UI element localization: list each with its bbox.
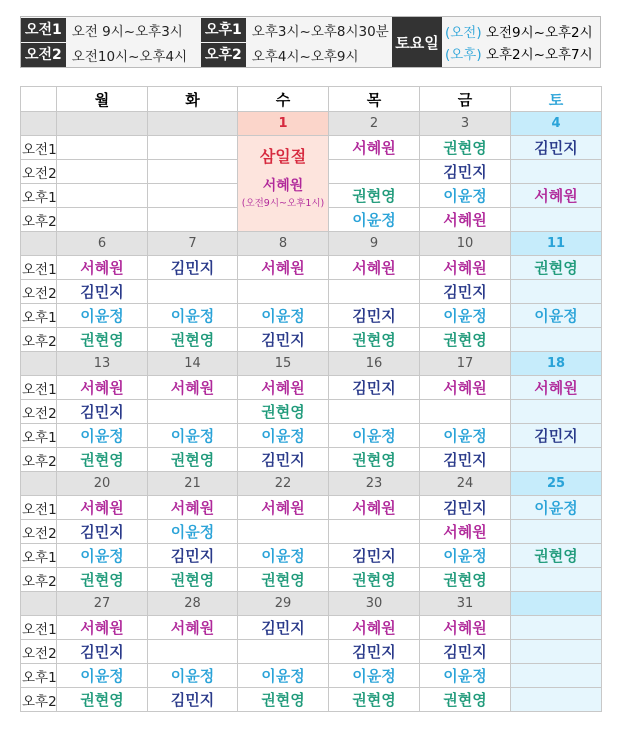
date-number: 2 xyxy=(329,112,420,136)
shift-cell: 김민지 xyxy=(238,448,329,472)
shift-cell: 권현영 xyxy=(238,400,329,424)
shift-cell xyxy=(329,400,420,424)
date-row xyxy=(21,592,602,616)
shift-time: 오전10시~오후4시 xyxy=(71,49,188,65)
shift-cell: 서혜원 xyxy=(420,208,511,232)
shift-label: 오후1 xyxy=(21,184,57,208)
shift-row xyxy=(21,376,602,400)
shift-cell: 권현영 xyxy=(148,568,238,592)
shift-cell: 이윤정 xyxy=(148,424,238,448)
date-number: 3 xyxy=(420,112,511,136)
weekday-label: 월 xyxy=(57,87,148,112)
legend-item xyxy=(21,43,187,67)
shift-cell xyxy=(511,160,602,184)
shift-label: 오후2 xyxy=(21,328,57,352)
shift-cell: 김민지 xyxy=(57,520,148,544)
shift-cell: 김민지 xyxy=(238,616,329,640)
saturday-am-text: 오전9시~오후2시 xyxy=(485,25,593,41)
shift-cell: 서혜원 xyxy=(238,256,329,280)
shift-row xyxy=(21,328,602,352)
shift-cell: 김민지 xyxy=(148,256,238,280)
shift-cell: 권현영 xyxy=(420,328,511,352)
date-number: 31 xyxy=(420,592,511,616)
shift-label: 오후2 xyxy=(21,208,57,232)
date-number: 20 xyxy=(57,472,148,496)
shift-cell: 김민지 xyxy=(420,280,511,304)
date-number: 14 xyxy=(148,352,238,376)
shift-row xyxy=(21,256,602,280)
date-number: 8 xyxy=(238,232,329,256)
date-row-label xyxy=(21,112,57,136)
shift-time: 오전 9시~오후3시 xyxy=(71,24,183,40)
shift-cell: 서혜원 xyxy=(329,256,420,280)
shift-cell xyxy=(238,280,329,304)
weekday-label: 금 xyxy=(420,87,511,112)
shift-cell: 이윤정 xyxy=(238,304,329,328)
date-row-label xyxy=(21,232,57,256)
shift-row xyxy=(21,496,602,520)
date-number: 6 xyxy=(57,232,148,256)
shift-cell: 김민지 xyxy=(57,640,148,664)
shift-cell: 김민지 xyxy=(57,280,148,304)
shift-cell: 권현영 xyxy=(329,328,420,352)
shift-cell: 이윤정 xyxy=(420,184,511,208)
shift-cell: 권현영 xyxy=(57,568,148,592)
date-number: 4 xyxy=(511,112,602,136)
date-number: 16 xyxy=(329,352,420,376)
date-number: 13 xyxy=(57,352,148,376)
shift-cell: 이윤정 xyxy=(238,424,329,448)
shift-cell: 서혜원 xyxy=(57,376,148,400)
shift-cell: 권현영 xyxy=(329,688,420,712)
shift-label: 오전1 xyxy=(21,616,57,640)
shift-cell: 이윤정 xyxy=(238,664,329,688)
shift-label: 오전2 xyxy=(21,400,57,424)
shift-time: 오후3시~오후8시30분 xyxy=(251,24,389,40)
weekday-label: 수 xyxy=(238,87,329,112)
shift-cell: 김민지 xyxy=(148,688,238,712)
shift-label: 오후1 xyxy=(21,304,57,328)
date-number: 29 xyxy=(238,592,329,616)
shift-cell: 김민지 xyxy=(511,136,602,160)
shift-cell: 권현영 xyxy=(420,688,511,712)
shift-cell xyxy=(329,280,420,304)
shift-row xyxy=(21,664,602,688)
shift-tag: 오후2 xyxy=(201,43,246,67)
legend-item xyxy=(201,43,359,67)
shift-cell xyxy=(148,640,238,664)
date-number: 11 xyxy=(511,232,602,256)
shift-cell: 권현영 xyxy=(57,688,148,712)
shift-cell: 권현영 xyxy=(57,328,148,352)
shift-cell xyxy=(57,136,148,160)
shift-label: 오전1 xyxy=(21,136,57,160)
shift-row xyxy=(21,424,602,448)
holiday-note: (오전9시~오후1시) xyxy=(241,198,325,209)
shift-cell: 서혜원 xyxy=(148,496,238,520)
shift-cell xyxy=(511,520,602,544)
shift-row xyxy=(21,400,602,424)
shift-cell xyxy=(329,160,420,184)
holiday-name: 삼일절 xyxy=(259,147,307,166)
shift-cell: 김민지 xyxy=(329,640,420,664)
date-number: 24 xyxy=(420,472,511,496)
shift-cell xyxy=(511,400,602,424)
saturday-am-time xyxy=(445,21,593,41)
shift-cell: 권현영 xyxy=(329,568,420,592)
shift-label: 오후1 xyxy=(21,424,57,448)
date-number xyxy=(511,592,602,616)
holiday-person: 서혜원 xyxy=(262,178,304,194)
shift-cell: 김민지 xyxy=(148,544,238,568)
shift-cell xyxy=(511,688,602,712)
shift-cell: 서혜원 xyxy=(329,136,420,160)
shift-cell: 이윤정 xyxy=(329,208,420,232)
shift-cell: 권현영 xyxy=(148,328,238,352)
shift-cell: 서혜원 xyxy=(511,376,602,400)
shift-cell: 서혜원 xyxy=(57,256,148,280)
shift-cell: 권현영 xyxy=(329,184,420,208)
schedule-calendar xyxy=(20,86,602,712)
shift-cell xyxy=(511,616,602,640)
date-number: 21 xyxy=(148,472,238,496)
shift-cell: 이윤정 xyxy=(329,424,420,448)
saturday-tag: 토요일 xyxy=(392,17,442,67)
shift-cell: 권현영 xyxy=(57,448,148,472)
shift-cell: 이윤정 xyxy=(511,496,602,520)
shift-label: 오전2 xyxy=(21,160,57,184)
shift-label: 오후2 xyxy=(21,568,57,592)
shift-cell: 김민지 xyxy=(420,160,511,184)
shift-cell: 서혜원 xyxy=(420,256,511,280)
date-row xyxy=(21,232,602,256)
saturday-pm-time xyxy=(445,43,593,63)
shift-row xyxy=(21,136,602,160)
shift-cell: 이윤정 xyxy=(329,664,420,688)
shift-label: 오전1 xyxy=(21,376,57,400)
shift-cell: 김민지 xyxy=(57,400,148,424)
shift-cell: 이윤정 xyxy=(420,664,511,688)
shift-cell: 김민지 xyxy=(329,376,420,400)
shift-cell: 서혜원 xyxy=(420,520,511,544)
shift-cell: 서혜원 xyxy=(57,496,148,520)
shift-cell: 서혜원 xyxy=(57,616,148,640)
shift-cell xyxy=(148,208,238,232)
shift-label: 오후1 xyxy=(21,544,57,568)
shift-cell: 이윤정 xyxy=(148,664,238,688)
shift-cell: 권현영 xyxy=(420,568,511,592)
date-number: 10 xyxy=(420,232,511,256)
shift-cell: 서혜원 xyxy=(148,376,238,400)
weekday-label: 토 xyxy=(511,87,602,112)
shift-label: 오전1 xyxy=(21,256,57,280)
shift-row xyxy=(21,544,602,568)
date-number: 9 xyxy=(329,232,420,256)
shift-legend xyxy=(20,16,601,68)
shift-cell: 김민지 xyxy=(238,328,329,352)
shift-cell xyxy=(57,184,148,208)
shift-tag: 오전2 xyxy=(21,43,66,67)
shift-cell xyxy=(148,136,238,160)
date-number: 28 xyxy=(148,592,238,616)
date-number: 15 xyxy=(238,352,329,376)
shift-cell xyxy=(511,328,602,352)
shift-cell: 권현영 xyxy=(238,688,329,712)
shift-label: 오후1 xyxy=(21,664,57,688)
shift-row xyxy=(21,280,602,304)
shift-label: 오후2 xyxy=(21,448,57,472)
shift-cell xyxy=(148,280,238,304)
saturday-pm-label: (오후) xyxy=(445,47,482,63)
shift-cell: 이윤정 xyxy=(57,424,148,448)
shift-cell: 이윤정 xyxy=(57,304,148,328)
shift-cell: 김민지 xyxy=(420,448,511,472)
shift-cell xyxy=(57,208,148,232)
shift-cell: 서혜원 xyxy=(238,496,329,520)
weekday-label: 목 xyxy=(329,87,420,112)
shift-cell: 이윤정 xyxy=(420,304,511,328)
date-number: 7 xyxy=(148,232,238,256)
shift-cell xyxy=(511,280,602,304)
shift-cell: 권현영 xyxy=(420,136,511,160)
shift-cell xyxy=(148,184,238,208)
saturday-am-label: (오전) xyxy=(445,25,482,41)
shift-cell: 권현영 xyxy=(329,448,420,472)
shift-row xyxy=(21,568,602,592)
shift-cell: 서혜원 xyxy=(238,376,329,400)
shift-cell: 이윤정 xyxy=(148,520,238,544)
holiday-cell xyxy=(238,136,329,232)
date-number: 25 xyxy=(511,472,602,496)
shift-cell: 서혜원 xyxy=(511,184,602,208)
date-row-label xyxy=(21,472,57,496)
shift-label: 오전2 xyxy=(21,640,57,664)
shift-cell xyxy=(511,208,602,232)
shift-row xyxy=(21,688,602,712)
shift-label: 오전1 xyxy=(21,496,57,520)
shift-cell xyxy=(57,160,148,184)
date-row-label xyxy=(21,592,57,616)
shift-row xyxy=(21,640,602,664)
shift-cell: 이윤정 xyxy=(57,664,148,688)
shift-cell: 이윤정 xyxy=(148,304,238,328)
shift-row xyxy=(21,448,602,472)
shift-cell xyxy=(238,640,329,664)
shift-cell xyxy=(511,448,602,472)
shift-cell xyxy=(511,664,602,688)
date-number xyxy=(57,112,148,136)
legend-item xyxy=(21,18,183,42)
shift-cell xyxy=(238,520,329,544)
shift-cell: 이윤정 xyxy=(238,544,329,568)
weekday-label: 화 xyxy=(148,87,238,112)
date-row xyxy=(21,112,602,136)
saturday-pm-text: 오후2시~오후7시 xyxy=(485,47,593,63)
shift-cell: 이윤정 xyxy=(420,544,511,568)
weekday-header xyxy=(21,87,602,112)
shift-cell: 김민지 xyxy=(420,640,511,664)
shift-cell: 권현영 xyxy=(238,568,329,592)
shift-cell: 권현영 xyxy=(511,256,602,280)
date-row-label xyxy=(21,352,57,376)
shift-cell: 이윤정 xyxy=(511,304,602,328)
shift-cell: 김민지 xyxy=(329,544,420,568)
shift-cell: 서혜원 xyxy=(148,616,238,640)
date-number: 27 xyxy=(57,592,148,616)
shift-cell: 서혜원 xyxy=(420,376,511,400)
shift-cell: 김민지 xyxy=(511,424,602,448)
shift-cell xyxy=(511,568,602,592)
shift-cell: 권현영 xyxy=(148,448,238,472)
shift-cell xyxy=(148,400,238,424)
shift-cell: 이윤정 xyxy=(420,424,511,448)
shift-cell: 김민지 xyxy=(329,304,420,328)
shift-cell: 서혜원 xyxy=(329,496,420,520)
date-number: 23 xyxy=(329,472,420,496)
shift-tag: 오전1 xyxy=(21,18,66,42)
shift-row xyxy=(21,616,602,640)
date-number: 22 xyxy=(238,472,329,496)
date-number: 17 xyxy=(420,352,511,376)
shift-label: 오전2 xyxy=(21,280,57,304)
shift-tag: 오후1 xyxy=(201,18,246,42)
date-row xyxy=(21,352,602,376)
shift-cell xyxy=(511,640,602,664)
shift-label: 오전2 xyxy=(21,520,57,544)
corner-cell xyxy=(21,87,57,112)
legend-item xyxy=(201,18,389,42)
date-row xyxy=(21,472,602,496)
date-number: 30 xyxy=(329,592,420,616)
shift-row xyxy=(21,304,602,328)
shift-row xyxy=(21,520,602,544)
shift-cell: 서혜원 xyxy=(329,616,420,640)
shift-cell xyxy=(329,520,420,544)
shift-cell: 서혜원 xyxy=(420,616,511,640)
shift-time: 오후4시~오후9시 xyxy=(251,49,359,65)
shift-cell: 이윤정 xyxy=(57,544,148,568)
shift-cell xyxy=(148,160,238,184)
shift-cell: 김민지 xyxy=(420,496,511,520)
date-number xyxy=(148,112,238,136)
shift-label: 오후2 xyxy=(21,688,57,712)
date-number: 1 xyxy=(238,112,329,136)
shift-cell xyxy=(420,400,511,424)
date-number: 18 xyxy=(511,352,602,376)
shift-cell: 권현영 xyxy=(511,544,602,568)
